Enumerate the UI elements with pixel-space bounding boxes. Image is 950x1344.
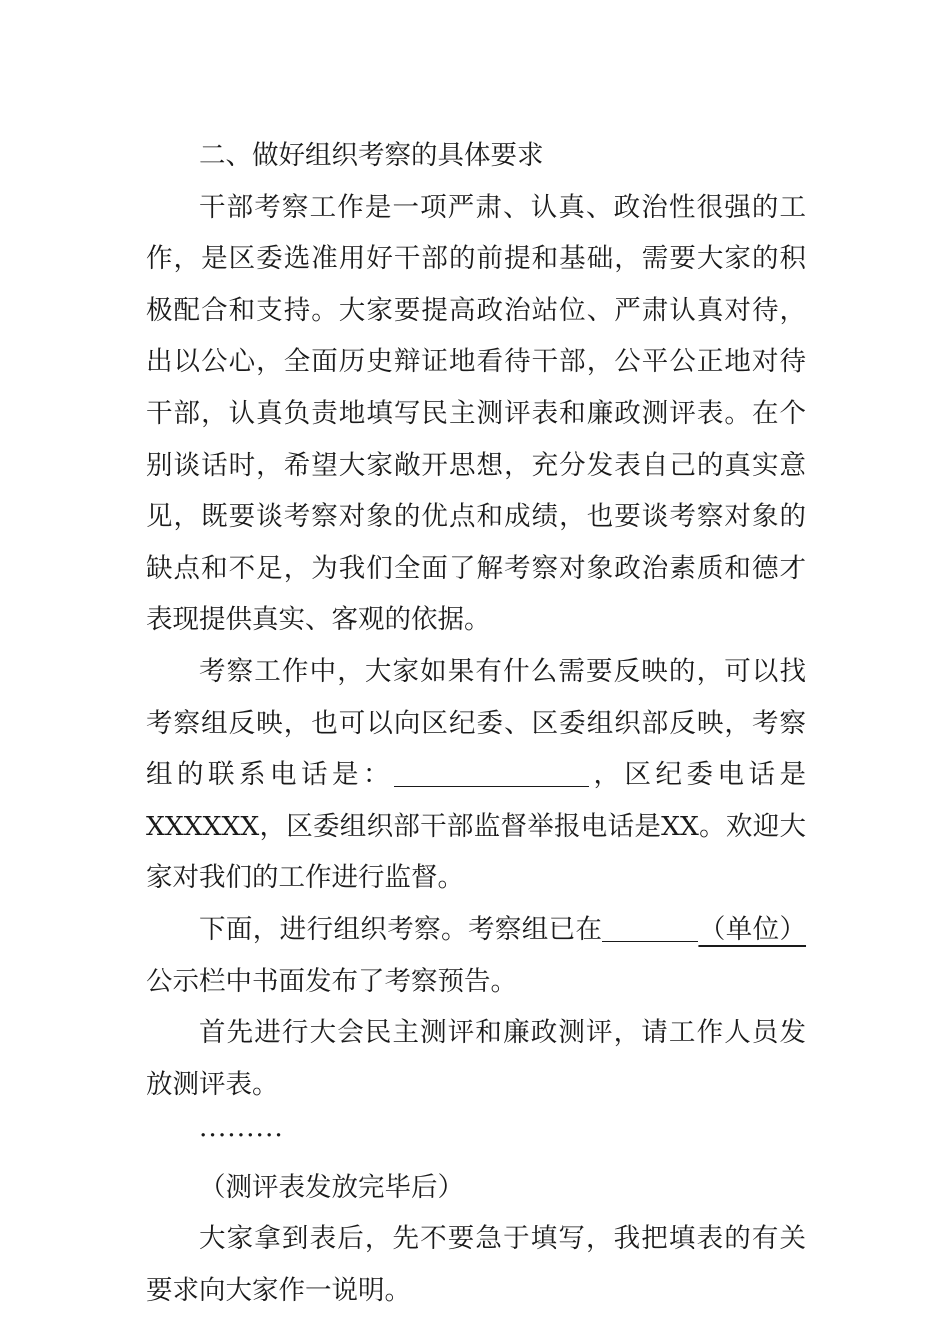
paragraph-requirements <box>146 182 806 646</box>
phone-number-blank <box>394 756 589 787</box>
paragraph-requirements-text: 干部考察工作是一项严肃、认真、政治性很强的工作，是区委选准用好干部的前提和基础，需要大家的积极配合和支持。大家要提高政治站位、严肃认真对待，出以公心，全面历史辩证地看待干部，公平公正地对待干部，认真负责地填写民主测评表和廉政测评表。在个别谈话时，希望大家敞开思想，充分发表自己的真实意见，既要谈考察对象的优点和成绩，也要谈考察对象的缺点和不足，为我们全面了解考察对象政治素质和德才表现提供真实、客观的依据。 <box>146 191 806 636</box>
section-heading <box>146 130 806 182</box>
paragraph-contact-text-start: 考察工作中，大家如果有什么需要反映的，可以找考察组反映，也可以向区纪委、区委组织部反映，考察组的联系电话是： <box>146 655 806 791</box>
ellipsis-line <box>146 1110 806 1162</box>
ellipsis-text: ········· <box>199 1120 284 1152</box>
paragraph-contact-text-end: ，区纪委电话是XXXXXX，区委组织部干部监督举报电话是XX。欢迎大家对我们的工作进行监督。 <box>146 759 806 894</box>
paragraph-announcement-text-start: 下面，进行组织考察。考察组已在 <box>199 913 603 945</box>
section-heading-text: 二、做好组织考察的具体要求 <box>199 140 544 171</box>
unit-label: （单位） <box>698 913 807 945</box>
paragraph-evaluation-text: 首先进行大会民主测评和廉政测评，请工作人员发放测评表。 <box>146 1017 806 1100</box>
stage-note <box>146 1162 806 1214</box>
paragraph-instructions-text: 大家拿到表后，先不要急于填写，我把填表的有关要求向大家作一说明。 <box>146 1223 806 1307</box>
unit-name-blank <box>602 911 698 942</box>
stage-note-text: （测评表发放完毕后） <box>199 1171 464 1203</box>
paragraph-announcement-text-end: 公示栏中书面发布了考察预告。 <box>146 965 517 997</box>
document-body <box>146 130 806 1317</box>
paragraph-announcement <box>146 904 806 1007</box>
paragraph-instructions <box>146 1213 806 1316</box>
paragraph-contact <box>146 646 806 904</box>
paragraph-evaluation <box>146 1007 806 1110</box>
